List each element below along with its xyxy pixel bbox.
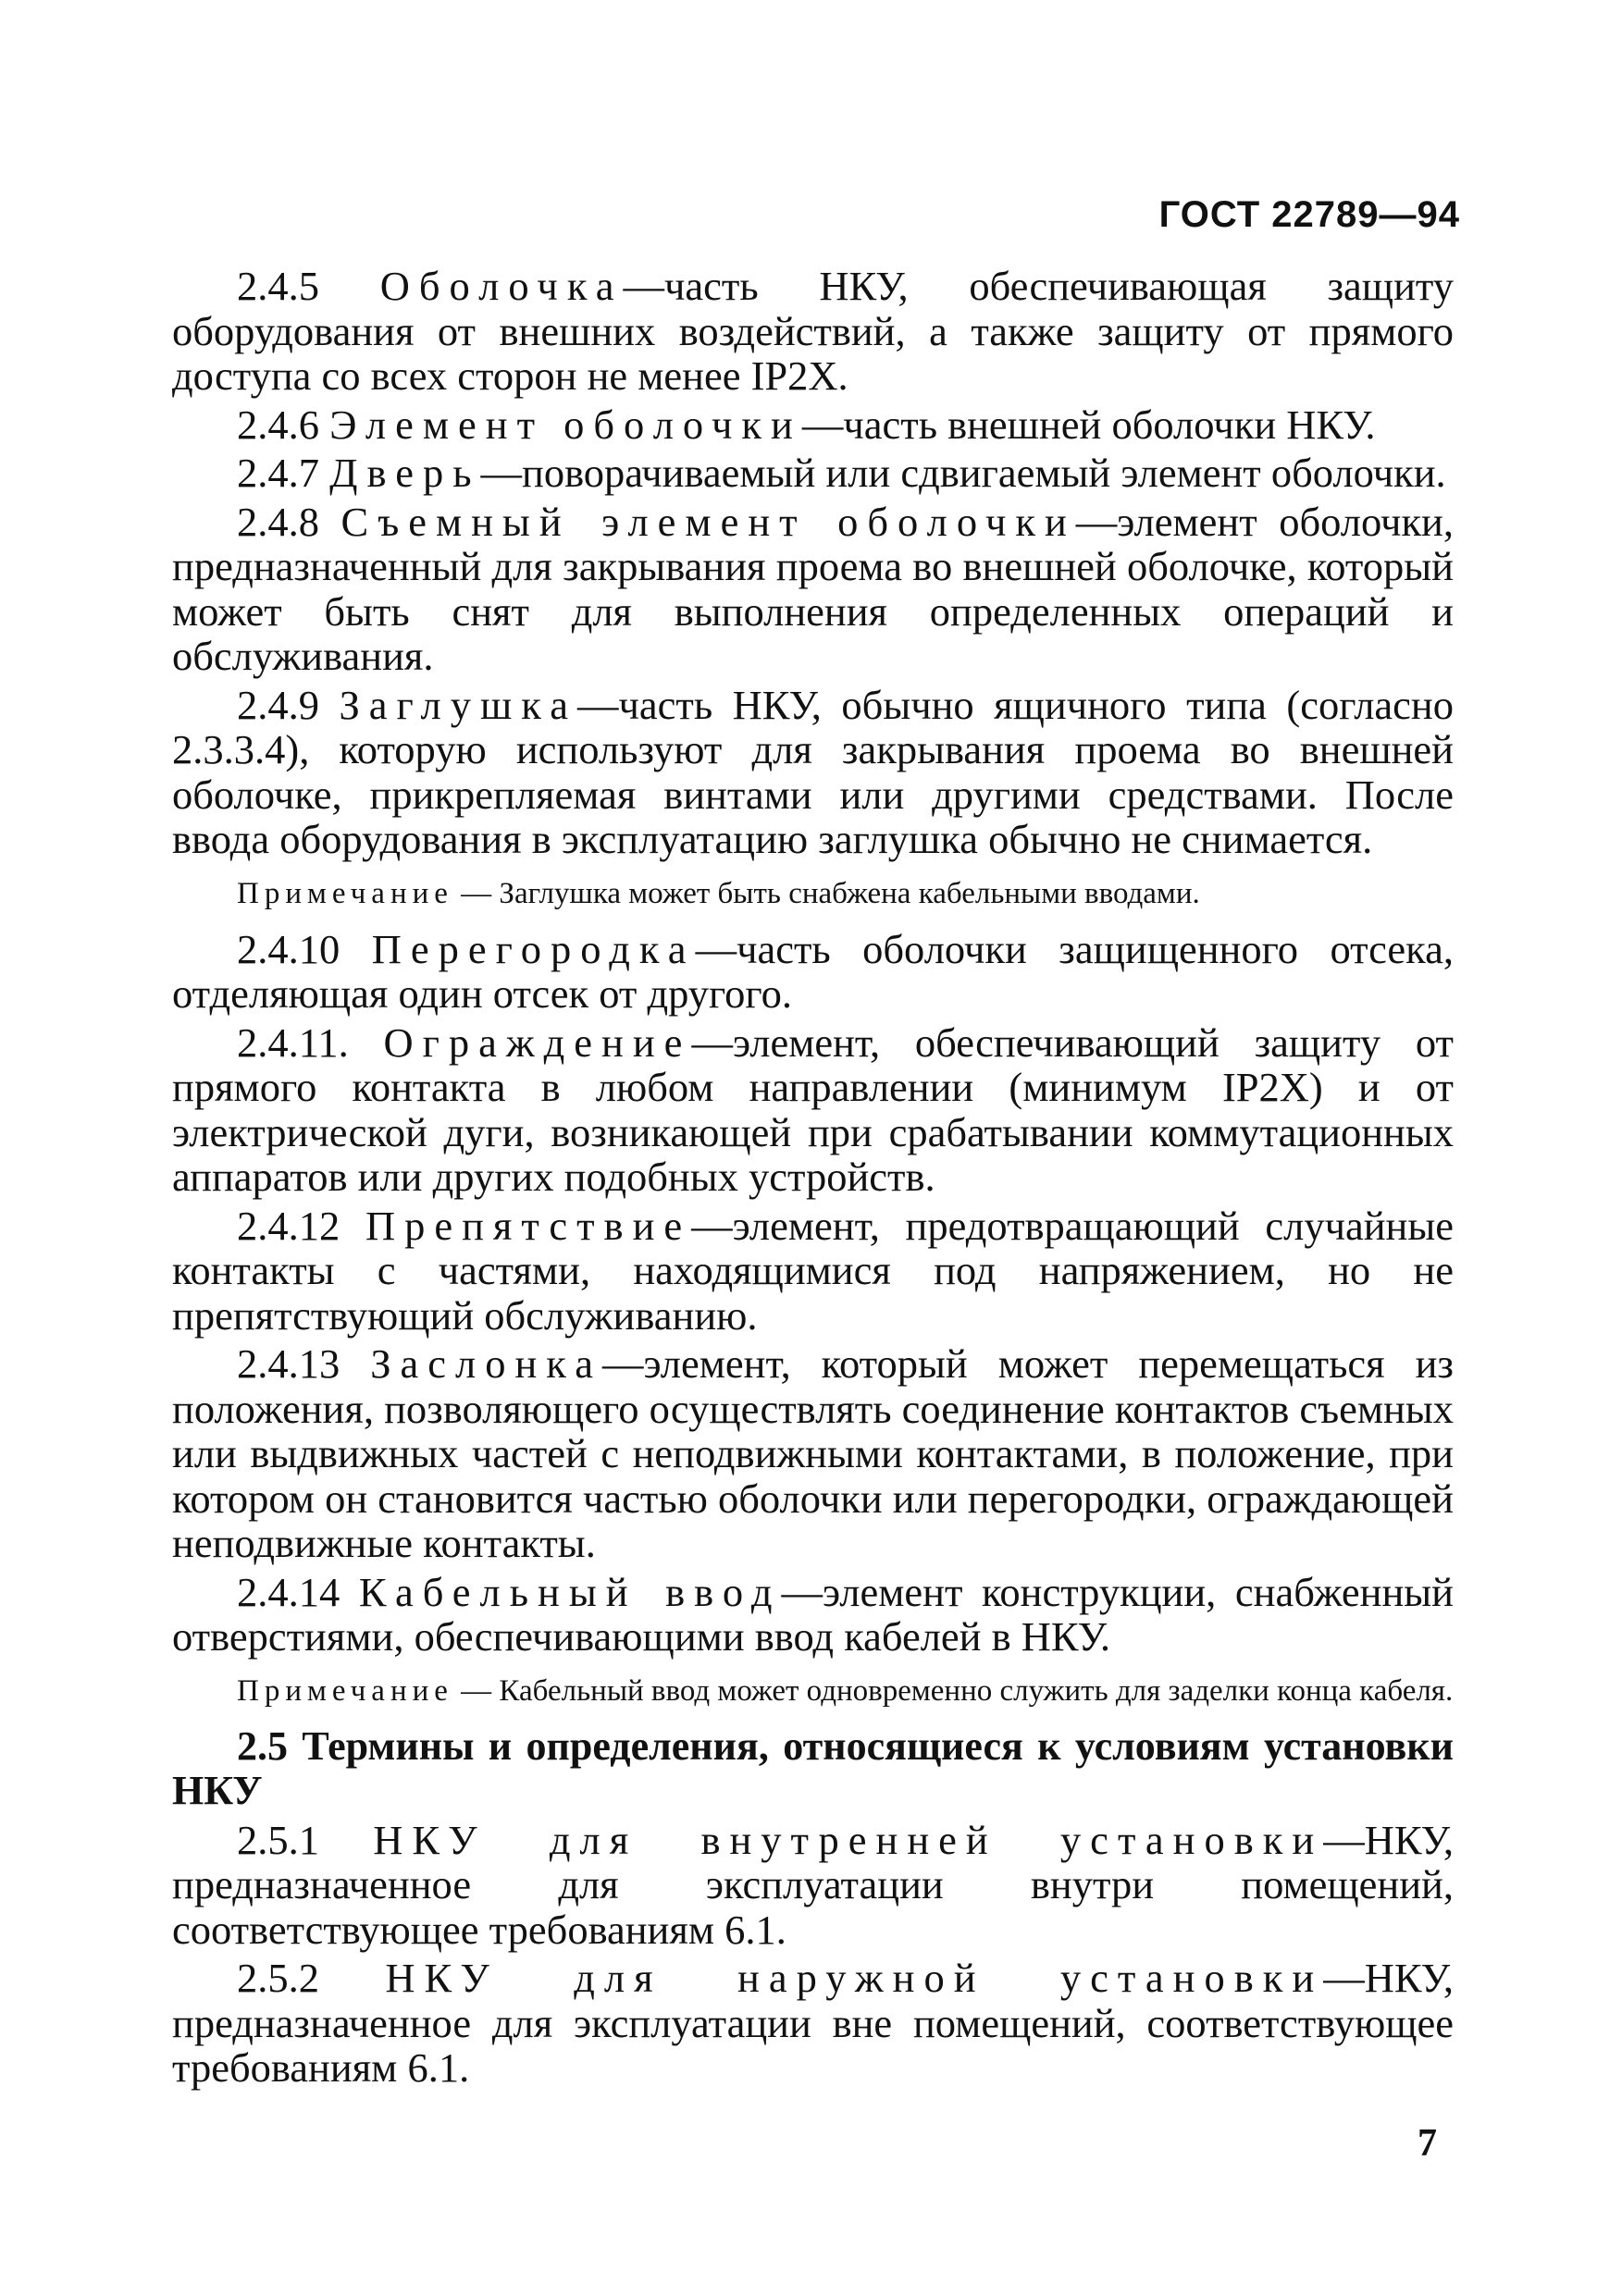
- note-label: Примечание: [237, 1673, 453, 1708]
- definition-2-5-2: [172, 1956, 1454, 2091]
- item-definition: —элемент, обеспечивающий защиту от прямого контакта в любом направлении (минимум IP2X) и от электрической дуги, возникающей при срабатывании коммутационных аппаратов или других подобных устройств.: [172, 1018, 1454, 1200]
- section-title: Термины и определения, относящиеся к условиям установки НКУ: [172, 1722, 1455, 1813]
- item-term: Кабельный ввод: [358, 1568, 782, 1615]
- item-definition: —часть оболочки защищенного отсека, отделяющая один отсек от другого.: [172, 925, 1454, 1017]
- item-term: НКУ для внутренней установки: [373, 1816, 1324, 1863]
- definition-2-4-7: [172, 451, 1454, 496]
- item-number: 2.4.9: [237, 681, 319, 728]
- note-text: — Кабельный ввод может одновременно служить для заделки конца кабеля.: [461, 1673, 1454, 1708]
- item-number: 2.4.10: [237, 925, 340, 972]
- note-label: Примечание: [237, 876, 453, 910]
- item-number: 2.5.2: [237, 1955, 319, 2001]
- definition-2-4-11: [172, 1020, 1454, 1200]
- definition-2-4-13: [172, 1341, 1454, 1566]
- item-term: Оболочка: [379, 263, 624, 309]
- item-definition: —поворачиваемый или сдвигаемый элемент оболочки.: [480, 450, 1446, 496]
- definition-2-4-8: [172, 500, 1454, 679]
- section-heading-2-5: [172, 1724, 1454, 1814]
- item-term: Препятствие: [365, 1202, 692, 1249]
- note-text: — Заглушка может быть снабжена кабельными вводами.: [461, 876, 1200, 910]
- item-definition: —часть НКУ, обеспечивающая защиту оборудования от внешних воздействий, а также защиту от прямого доступа со всех сторон не менее IP2X.: [172, 263, 1454, 399]
- item-term: Съемный элемент оболочки: [340, 498, 1076, 545]
- item-definition: —элемент конструкции, снабженный отверстиями, обеспечивающими ввод кабелей в НКУ.: [172, 1568, 1454, 1660]
- item-number: 2.4.12: [237, 1202, 340, 1249]
- definition-2-4-6: [172, 402, 1454, 448]
- definition-2-4-14: [172, 1570, 1454, 1660]
- definition-2-4-12: [172, 1204, 1454, 1339]
- page-number: 7: [1418, 2122, 1437, 2165]
- item-term: Дверь: [329, 450, 481, 496]
- section-number: 2.5: [237, 1722, 288, 1769]
- item-definition: —часть внешней оболочки НКУ.: [801, 401, 1376, 448]
- item-term: Заглушка: [339, 681, 577, 728]
- item-number: 2.5.1: [237, 1816, 319, 1863]
- item-number: 2.4.11.: [237, 1018, 349, 1066]
- definition-2-4-10: [172, 927, 1454, 1017]
- item-definition: —элемент оболочки, предназначенный для закрывания проема во внешней оболочке, который может быть снят для выполнения определенных операций и обслуживания.: [172, 498, 1454, 679]
- item-term: Перегородка: [371, 925, 696, 972]
- item-term: НКУ для наружной установки: [385, 1955, 1324, 2001]
- item-number: 2.4.6: [237, 401, 319, 448]
- item-number: 2.4.14: [237, 1568, 340, 1615]
- definition-2-5-1: [172, 1818, 1454, 1953]
- item-number: 2.4.13: [237, 1340, 340, 1387]
- item-definition: —НКУ, предназначенное для эксплуатации внутри помещений, соответствующее требованиям 6.1.: [172, 1816, 1455, 1953]
- item-number: 2.4.7: [237, 450, 319, 496]
- item-definition: —элемент, который может перемещаться из положения, позволяющего осуществлять соединение контактов съемных или выдвижных частей с неподвижными контактами, в положение, при котором он становится частью оболочки или перегородки, ограждающей неподвижные контакты.: [172, 1340, 1454, 1566]
- item-term: Заслонка: [370, 1340, 602, 1387]
- item-term: Элемент оболочки: [329, 401, 802, 448]
- item-number: 2.4.5: [237, 263, 319, 309]
- item-number: 2.4.8: [237, 498, 319, 545]
- item-definition: —НКУ, предназначенное для эксплуатации вне помещений, соответствующее требованиям 6.1.: [172, 1955, 1454, 2091]
- item-definition: —элемент, предотвращающий случайные контакты с частями, находящимися под напряжением, но не препятствующий обслуживанию.: [172, 1202, 1454, 1339]
- standard-code-header: ГОСТ 22789—94: [1158, 194, 1460, 235]
- note-plug: [172, 875, 1454, 912]
- item-term: Ограждение: [383, 1018, 692, 1066]
- document-body: [172, 264, 1454, 2094]
- item-definition: —часть НКУ, обычно ящичного типа (согласно 2.3.3.4), которую используют для закрывания проема во внешней оболочке, прикрепляемая винтами или другими средствами. После ввода оборудования в эксплуатацию заглушка обычно не снимается.: [172, 681, 1454, 862]
- definition-2-4-9: [172, 683, 1454, 862]
- note-cable-entry: [172, 1673, 1454, 1710]
- definition-2-4-5: [172, 264, 1454, 399]
